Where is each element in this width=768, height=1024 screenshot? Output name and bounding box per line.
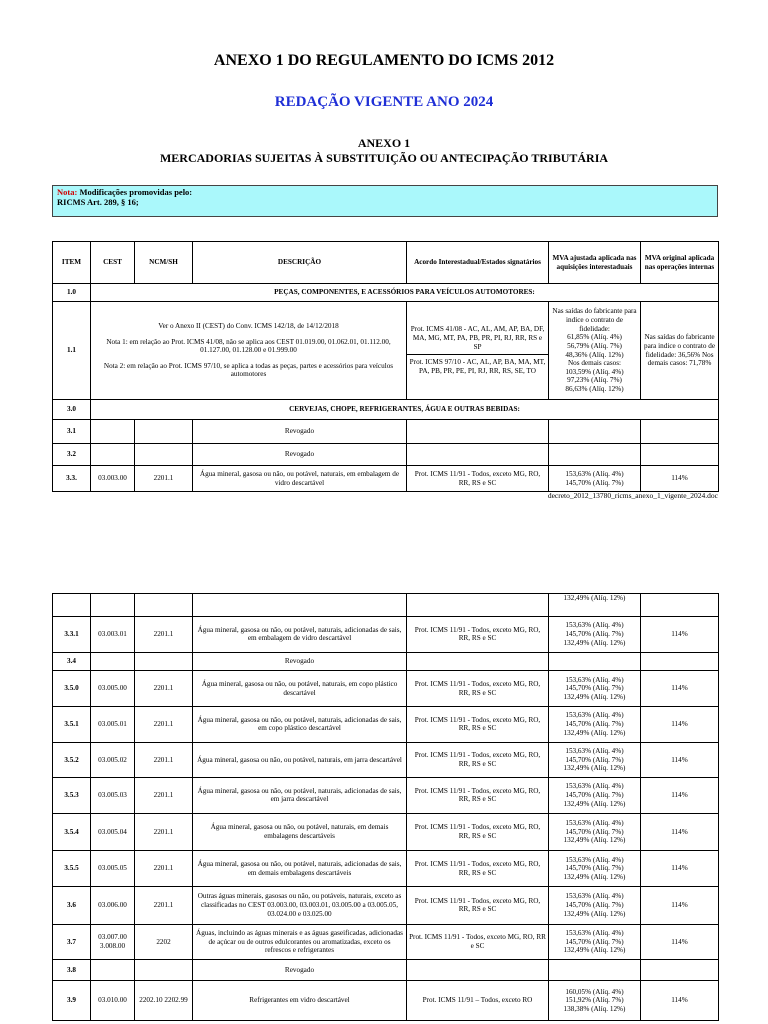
row-mva-ajustada (549, 778, 641, 814)
row-description: Revogado (193, 960, 407, 981)
mva-line: 153,63% (Alíq. 4%) (565, 855, 624, 864)
row-mva-original: 114% (641, 813, 719, 851)
row-acordo: Prot. ICMS 11/91 - Todos, exceto MG, RO, RR e SC (407, 924, 549, 960)
table-row (53, 302, 719, 400)
row-ncm (135, 652, 193, 671)
row-acordo-2: Prot. ICMS 97/10 - AC, AL, AP, BA, MA, MT, PA, PB, PR, PE, PI, RJ, RR, RS, SE, TO (409, 358, 546, 375)
row-mva-ajustada (549, 652, 641, 671)
row-ncm: 2201.1 (135, 851, 193, 887)
mva-line: 153,63% (Alíq. 4%) (565, 782, 624, 791)
section-title: CERVEJAS, CHOPE, REFRIGERANTES, ÁGUA E OUTRAS BEBIDAS: (91, 400, 719, 420)
row-cest: 03.010.00 (91, 981, 135, 1021)
row-mva-ajustada (549, 886, 641, 924)
row-acordo (407, 960, 549, 981)
section-item: 3.0 (53, 400, 91, 420)
row-mva-ajustada (549, 981, 641, 1021)
mva-line: 151,92% (Alíq. 7%) (565, 996, 624, 1005)
row-mva-ajustada (549, 742, 641, 778)
row-ncm: 2201.1 (135, 886, 193, 924)
row-description: Revogado (193, 652, 407, 671)
document-filename: decreto_2012_13780_ricms_anexo_1_vigente_2024.doc (547, 491, 718, 500)
header-descricao: DESCRIÇÃO (193, 242, 407, 284)
row-ncm: 2202.10 2202.99 (135, 981, 193, 1021)
row-acordo: Prot. ICMS 11/91 - Todos, exceto MG, RO, RR, RS e SC (407, 813, 549, 851)
table-row (53, 851, 719, 887)
row-item: 3.5.0 (53, 671, 91, 707)
mva-line: 145,70% (Alíq. 7%) (565, 629, 624, 638)
mva-line: 153,63% (Alíq. 4%) (565, 892, 624, 901)
row-ncm (135, 420, 193, 444)
row-item: 3.5.1 (53, 707, 91, 743)
row-ncm: 2201.1 (135, 778, 193, 814)
row-mva-ajustada (549, 851, 641, 887)
row-desc-line: Ver o Anexo II (CEST) do Conv. ICMS 142/18, de 14/12/2018 (158, 321, 339, 330)
mva-line: Nos demais casos: (567, 359, 622, 368)
row-acordo: Prot. ICMS 11/91 – Todos, exceto RO (407, 981, 549, 1021)
row-ncm: 2201.1 (135, 671, 193, 707)
row-description: Refrigerantes em vidro descartável (193, 981, 407, 1021)
header-item: ITEM (53, 242, 91, 284)
row-ncm (135, 960, 193, 981)
mva-line: 103,59% (Alíq. 4%) (565, 367, 624, 376)
nota-line-1 (57, 188, 713, 198)
row-description: Água mineral, gasosa ou não, ou potável, naturais, adicionadas de sais, em embalagem de vidro descartável (193, 617, 407, 653)
row-cest: 03.005.01 (91, 707, 135, 743)
mva-line: 132,49% (Alíq. 12%) (563, 836, 626, 845)
section-row (53, 284, 719, 302)
row-acordo (407, 420, 549, 444)
row-cest: 03.003.01 (91, 617, 135, 653)
row-mva-ajustada (549, 594, 641, 617)
row-description: Água mineral, gasosa ou não, ou potável, naturais, em copo plástico descartável (193, 671, 407, 707)
row-mva-original: 114% (641, 924, 719, 960)
row-mva-ajustada (549, 671, 641, 707)
row-mva-ajustada (549, 813, 641, 851)
row-mva-ajustada (549, 302, 641, 400)
table-row (53, 671, 719, 707)
mva-line: 153,63% (Alíq. 4%) (565, 819, 624, 828)
row-acordo: Prot. ICMS 11/91 - Todos, exceto MG, RO, RR, RS e SC (407, 778, 549, 814)
row-acordo-1: Prot. ICMS 41/08 - AC, AL, AM, AP, BA, DF, MA, MG, MT, PA, PB, PR, PI, RJ, RR, RS e SP (407, 322, 548, 355)
row-mva-original: 114% (641, 778, 719, 814)
table-row (53, 652, 719, 671)
row-item: 3.1 (53, 420, 91, 444)
row-cest (91, 594, 135, 617)
row-mva-original (641, 420, 719, 444)
row-acordo: Prot. ICMS 11/91 - Todos, exceto MG, RO, RR, RS e SC (407, 617, 549, 653)
nota-line-2: RICMS Art. 289, § 16; (57, 196, 139, 207)
mva-line: 145,70% (Alíq. 7%) (565, 684, 624, 693)
section-row (53, 400, 719, 420)
row-desc-note-2: Nota 2: em relação ao Prot. ICMS 97/10, se aplica a todas as peças, partes e acessórios para veículos automotores (103, 361, 394, 379)
row-cest (91, 420, 135, 444)
mva-line: 153,63% (Alíq. 4%) (565, 675, 624, 684)
mva-line: 145,70% (Alíq. 7%) (565, 901, 624, 909)
row-ncm: 2201.1 (135, 617, 193, 653)
row-cest: 03.007.00 3.008.00 (91, 924, 135, 960)
row-ncm: 2201.1 (135, 707, 193, 743)
row-cest: 03.005.00 (91, 671, 135, 707)
row-acordo: Prot. ICMS 11/91 - Todos, exceto MG, RO, RR, RS e SC (407, 851, 549, 887)
mva-line: 132,49% (Alíq. 12%) (563, 638, 626, 647)
row-item: 3.3. (53, 466, 91, 492)
row-item: 3.5.3 (53, 778, 91, 814)
mva-line: 132,49% (Alíq. 12%) (563, 946, 626, 955)
mva-line: 153,63% (Alíq. 4%) (565, 928, 624, 937)
mva-line: 145,70% (Alíq. 7%) (565, 791, 624, 800)
header-cest: CEST (91, 242, 135, 284)
nota-label: Nota: (57, 187, 78, 197)
mva-line: 138,38% (Alíq. 12%) (563, 1004, 626, 1013)
mva-line: 145,70% (Alíq. 7%) (565, 719, 624, 728)
row-ncm: 2201.1 (135, 742, 193, 778)
header-mva-ajustada: MVA ajustada aplicada nas aquisições interestaduais (549, 242, 641, 284)
row-mva-original (641, 594, 719, 617)
row-desc-note-1: Nota 1: em relação ao Prot. ICMS 41/08, não se aplica aos CEST 01.019.00, 01.062.01, 01.112.00, 01.127.00, 01.128.00 e 01.999.00 (106, 337, 391, 355)
row-item (53, 594, 91, 617)
mva-line: 132,49% (Alíq. 12%) (563, 873, 626, 882)
anexo-subheading: MERCADORIAS SUJEITAS À SUBSTITUIÇÃO OU ANTECIPAÇÃO TRIBUTÁRIA (159, 151, 609, 165)
row-ncm: 2201.1 (135, 813, 193, 851)
row-ncm (135, 594, 193, 617)
table-row (53, 960, 719, 981)
row-acordo (407, 302, 549, 400)
row-mva-ajustada (549, 707, 641, 743)
section-title: PEÇAS, COMPONENTES, E ACESSÓRIOS PARA VEÍCULOS AUTOMOTORES: (91, 284, 719, 302)
row-description (91, 302, 407, 400)
row-acordo (407, 652, 549, 671)
row-description: Outras águas minerais, gasosas ou não, ou potáveis, naturais, exceto as classificadas no CEST 03.003.00, 03.003.01, 03.005.00 a 03.005.05, 03.024.00 e 03.025.00 (193, 886, 407, 924)
row-acordo (407, 444, 549, 466)
row-description (193, 594, 407, 617)
table-row (53, 466, 719, 492)
nota-text: Modificações promovidas pelo: (77, 187, 193, 197)
table-row (53, 981, 719, 1021)
row-description: Revogado (193, 420, 407, 444)
row-cest (91, 444, 135, 466)
row-mva-original (641, 444, 719, 466)
row-mva-ajustada (549, 617, 641, 653)
table-row (53, 420, 719, 444)
row-acordo: Prot. ICMS 11/91 - Todos, exceto MG, RO, RR, RS e SC (407, 707, 549, 743)
table-row (53, 444, 719, 466)
header-acordo: Acordo Interestadual/Estados signatários (407, 242, 549, 284)
row-mva-original: 114% (641, 466, 719, 492)
row-cest: 03.005.03 (91, 778, 135, 814)
row-mva-original: 114% (641, 707, 719, 743)
mva-line: 56,79% (Alíq. 7%) (567, 341, 622, 350)
row-item: 3.5.2 (53, 742, 91, 778)
row-mva-original: 114% (641, 671, 719, 707)
table-row (53, 886, 719, 924)
row-ncm: 2201.1 (135, 466, 193, 492)
table-row (53, 778, 719, 814)
row-mva-original: 114% (641, 742, 719, 778)
mva-line: 145,70% (Alíq. 7%) (565, 864, 624, 873)
row-mva-original: 114% (641, 886, 719, 924)
mva-line: 48,36% (Alíq. 12%) (565, 350, 624, 359)
row-item: 3.4 (53, 652, 91, 671)
row-cest (91, 960, 135, 981)
row-item: 1.1 (53, 302, 91, 400)
row-mva-ajustada (549, 420, 641, 444)
mva-line: 132,49% (Alíq. 12%) (563, 594, 626, 602)
row-acordo: Prot. ICMS 11/91 - Todos, exceto MG, RO, RR, RS e SC (407, 671, 549, 707)
row-description: Água mineral, gasosa ou não, ou potável, naturais, adicionadas de sais, em jarra descartável (193, 778, 407, 814)
row-mva-original: 114% (641, 617, 719, 653)
mva-line: 97,23% (Alíq. 7%) (567, 376, 622, 385)
table-row (53, 707, 719, 743)
row-mva-original (641, 960, 719, 981)
row-acordo (407, 594, 549, 617)
row-acordo: Prot. ICMS 11/91 - Todos, exceto MG, RO, RR, RS e SC (407, 466, 549, 492)
row-mva-ajustada (549, 960, 641, 981)
mva-line: 160,05% (Alíq. 4%) (565, 987, 624, 996)
row-item: 3.5.4 (53, 813, 91, 851)
row-ncm (135, 444, 193, 466)
table-page-2-body (53, 594, 719, 1021)
header-ncm: NCM/SH (135, 242, 193, 284)
row-cest: 03.003.00 (91, 466, 135, 492)
mva-line: 145,70% (Alíq. 7%) (565, 827, 624, 836)
row-acordo: Prot. ICMS 11/91 - Todos, exceto MG, RO, RR, RS e SC (407, 742, 549, 778)
table-row-continuation (53, 594, 719, 617)
row-item: 3.8 (53, 960, 91, 981)
mva-line: 145,70% (Alíq. 7%) (565, 755, 624, 764)
mva-line: 61,85% (Alíq. 4%) (567, 333, 622, 342)
row-item: 3.3.1 (53, 617, 91, 653)
mva-line: 153,63% (Alíq. 4%) (565, 469, 624, 478)
row-mva-ajustada (549, 466, 641, 492)
row-acordo: Prot. ICMS 11/91 - Todos, exceto MG, RO, RR, RS e SC (407, 886, 549, 924)
row-description: Água mineral, gasosa ou não, ou potável, naturais, em jarra descartável (193, 742, 407, 778)
table-header-row (53, 242, 719, 284)
mva-line: 153,63% (Alíq. 4%) (565, 711, 624, 720)
row-mva-ajustada (549, 924, 641, 960)
row-mva-ajustada (549, 444, 641, 466)
row-item: 3.7 (53, 924, 91, 960)
row-description: Água mineral, gasosa ou não, ou potável, naturais, em demais embalagens descartáveis (193, 813, 407, 851)
row-item: 3.6 (53, 886, 91, 924)
row-ncm: 2202 (135, 924, 193, 960)
row-description: Água mineral, gasosa ou não, ou potável, naturais, adicionadas de sais, em demais embalagens descartáveis (193, 851, 407, 887)
row-cest: 03.005.05 (91, 851, 135, 887)
document-title: ANEXO 1 DO REGULAMENTO DO ICMS 2012 (213, 52, 555, 69)
row-item: 3.9 (53, 981, 91, 1021)
anexo-heading: ANEXO 1 (357, 136, 411, 150)
row-description: Águas, incluindo as águas minerais e as águas gaseificadas, adicionadas de açúcar ou de outros edulcorantes ou aromatizadas, exceto os refrescos e refrigerantes (193, 924, 407, 960)
row-description: Água mineral, gasosa ou não, ou potável, naturais, em embalagem de vidro descartável (193, 466, 407, 492)
row-mva-original: 114% (641, 851, 719, 887)
table-row (53, 924, 719, 960)
row-cest (91, 652, 135, 671)
row-description: Água mineral, gasosa ou não, ou potável, naturais, adicionadas de sais, em copo plástico descartável (193, 707, 407, 743)
mva-line: 132,49% (Alíq. 12%) (563, 909, 626, 918)
row-cest: 03.005.02 (91, 742, 135, 778)
section-item: 1.0 (53, 284, 91, 302)
row-item: 3.2 (53, 444, 91, 466)
row-mva-original: 114% (641, 981, 719, 1021)
row-mva-original (641, 652, 719, 671)
mva-line: 153,63% (Alíq. 4%) (565, 746, 624, 755)
mva-line: 132,49% (Alíq. 12%) (563, 764, 626, 773)
table-row (53, 813, 719, 851)
row-cest: 03.006.00 (91, 886, 135, 924)
mva-line: 132,49% (Alíq. 12%) (563, 693, 626, 702)
mva-line: 132,49% (Alíq. 12%) (563, 799, 626, 808)
row-mva-original: Nas saídas do fabricante para indice o contrato de fidelidade: 36,56% Nos demais casos: 71,78% (641, 302, 719, 400)
mva-line: 86,63% (Alíq. 12%) (565, 385, 624, 394)
document-subtitle: REDAÇÃO VIGENTE ANO 2024 (274, 94, 494, 110)
mva-line: Nas saídas do fabricante para indice o contrato de fidelidade: (552, 307, 637, 333)
row-description: Revogado (193, 444, 407, 466)
mva-line: 145,70% (Alíq. 7%) (565, 937, 624, 946)
row-cest: 03.005.04 (91, 813, 135, 851)
table-row (53, 742, 719, 778)
row-item: 3.5.5 (53, 851, 91, 887)
mva-line: 145,70% (Alíq. 7%) (565, 478, 624, 487)
mva-line: 132,49% (Alíq. 12%) (563, 728, 626, 737)
table-page-2 (52, 593, 719, 1021)
nota-box (52, 185, 718, 217)
mva-line: 153,63% (Alíq. 4%) (565, 621, 624, 630)
table-page-1 (52, 241, 719, 492)
table-row (53, 617, 719, 653)
header-mva-original: MVA original aplicada nas operações internas (641, 242, 719, 284)
